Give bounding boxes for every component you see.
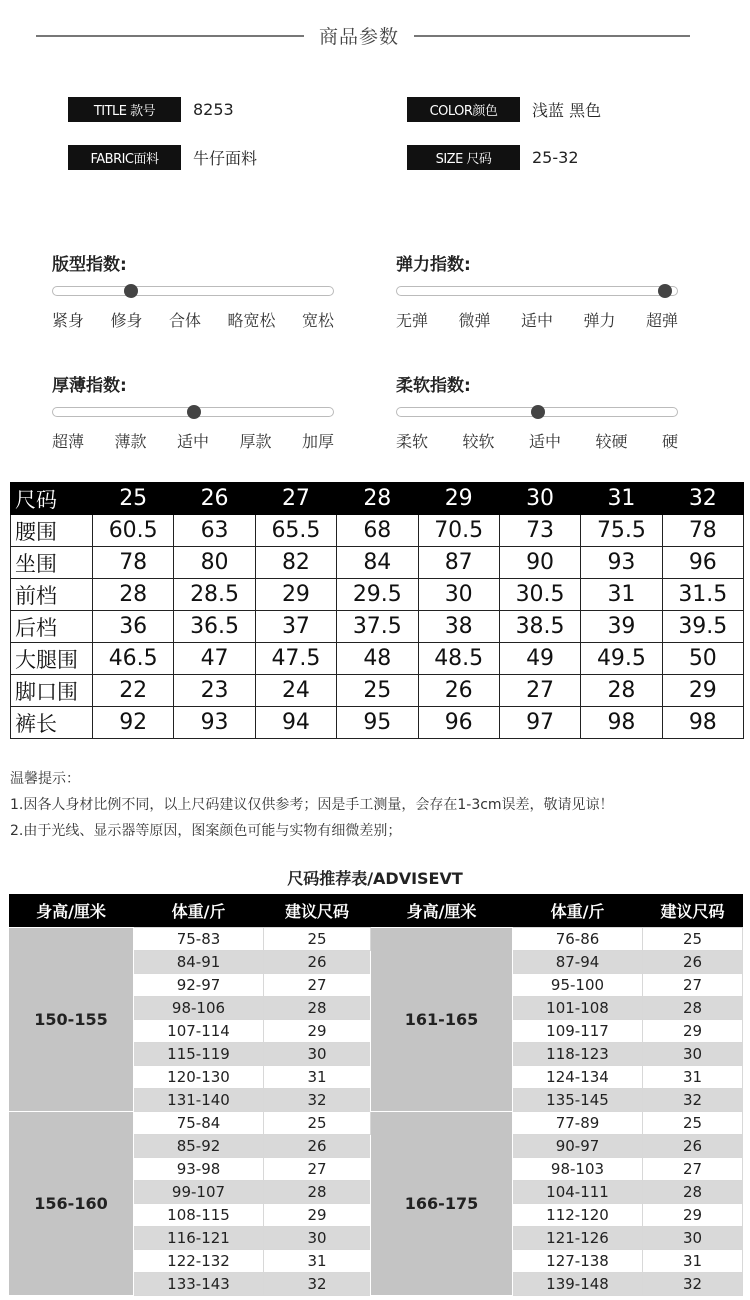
measurement-label: 脚口围: [11, 675, 93, 707]
section-title: 商品参数: [318, 26, 399, 48]
measurement-value: 63: [174, 515, 255, 547]
tips-line: 1.因各人身材比例不同，以上尺码建议仅供参考；因是手工测量，会存在1-3cm误差，敬请见谅！: [10, 797, 614, 813]
recommended-size: 28: [264, 996, 371, 1019]
measurement-value: 27: [499, 675, 580, 707]
tips-title: 温馨提示：: [10, 771, 80, 787]
param-title: [68, 96, 234, 122]
index-option: 适中: [520, 311, 553, 330]
size-recommend-table: [8, 894, 743, 1296]
measurement-value: 24: [255, 675, 336, 707]
index-option: 弹力: [583, 311, 616, 330]
index-option: 紧身: [52, 311, 85, 330]
recommended-size: 28: [264, 1180, 371, 1203]
measurement-value: 94: [255, 707, 336, 739]
weight-range: 75-84: [134, 1111, 264, 1134]
measurement-value: 73: [499, 515, 580, 547]
recommended-size: 27: [643, 973, 743, 996]
weight-range: 90-97: [513, 1134, 643, 1157]
recommend-header-cell: 体重/斤: [513, 894, 643, 927]
weight-range: 133-143: [134, 1272, 264, 1295]
measurement-label: 裤长: [11, 707, 93, 739]
recommended-size: 27: [643, 1157, 743, 1180]
param-color: [407, 96, 601, 122]
weight-range: 101-108: [513, 996, 643, 1019]
weight-range: 124-134: [513, 1065, 643, 1088]
measurement-value: 31: [581, 579, 662, 611]
weight-range: 98-106: [134, 996, 264, 1019]
weight-range: 108-115: [134, 1203, 264, 1226]
weight-range: 99-107: [134, 1180, 264, 1203]
index-slider: [52, 286, 334, 296]
index-options: [52, 429, 334, 452]
elasticity-index: [396, 250, 686, 331]
index-title: 版型指数:: [52, 255, 127, 275]
index-option: 超弹: [645, 311, 678, 330]
index-option: 较硬: [595, 432, 628, 451]
size-table-row: [11, 547, 744, 579]
recommended-size: 32: [643, 1088, 743, 1111]
recommend-row: [9, 1111, 743, 1134]
index-option: 超薄: [52, 432, 85, 451]
measurement-value: 96: [418, 707, 499, 739]
recommended-size: 30: [264, 1042, 371, 1065]
measurement-value: 29: [662, 675, 743, 707]
recommended-size: 30: [264, 1226, 371, 1249]
index-slider: [52, 407, 334, 417]
size-header-cell: 26: [174, 483, 255, 515]
weight-range: 107-114: [134, 1019, 264, 1042]
height-range: 156-160: [9, 1111, 134, 1295]
recommended-size: 27: [264, 1157, 371, 1180]
measurement-value: 28: [93, 579, 174, 611]
weight-range: 95-100: [513, 973, 643, 996]
weight-range: 139-148: [513, 1272, 643, 1295]
measurement-value: 29.5: [337, 579, 418, 611]
recommend-header-cell: 建议尺码: [643, 894, 743, 927]
measurement-value: 93: [174, 707, 255, 739]
index-title: 厚薄指数:: [52, 376, 127, 396]
recommended-size: 28: [643, 1180, 743, 1203]
param-fabric: [68, 144, 257, 170]
height-range: 150-155: [9, 927, 134, 1111]
measurement-value: 37: [255, 611, 336, 643]
index-option: 宽松: [301, 311, 334, 330]
index-marker: [187, 405, 201, 419]
size-header-cell: 30: [499, 483, 580, 515]
index-slider: [396, 407, 678, 417]
measurement-value: 26: [418, 675, 499, 707]
measurement-value: 92: [93, 707, 174, 739]
weight-range: 122-132: [134, 1249, 264, 1272]
size-header-cell: 27: [255, 483, 336, 515]
param-size: [407, 144, 579, 170]
recommended-size: 26: [264, 950, 371, 973]
weight-range: 109-117: [513, 1019, 643, 1042]
recommended-size: 29: [264, 1019, 371, 1042]
param-value: 25-32: [532, 147, 579, 167]
index-title: 柔软指数:: [396, 376, 471, 396]
section-header: [0, 22, 750, 52]
measurement-value: 39: [581, 611, 662, 643]
param-label: COLOR颜色: [407, 97, 520, 122]
size-header-cell: 32: [662, 483, 743, 515]
measurement-value: 28: [581, 675, 662, 707]
measurement-value: 48: [337, 643, 418, 675]
size-chart-table: [10, 482, 744, 739]
index-option: 硬: [661, 432, 678, 451]
measurement-value: 95: [337, 707, 418, 739]
index-option: 略宽松: [227, 311, 276, 330]
index-option: 较软: [462, 432, 495, 451]
recommend-header-cell: 建议尺码: [264, 894, 371, 927]
index-option: 无弹: [396, 311, 429, 330]
measurement-value: 78: [662, 515, 743, 547]
measurement-value: 96: [662, 547, 743, 579]
recommended-size: 32: [643, 1272, 743, 1295]
measurement-value: 68: [337, 515, 418, 547]
index-option: 微弹: [458, 311, 491, 330]
recommend-header-row: [9, 894, 743, 927]
measurement-value: 82: [255, 547, 336, 579]
measurement-label: 前档: [11, 579, 93, 611]
measurement-label: 腰围: [11, 515, 93, 547]
measurement-label: 大腿围: [11, 643, 93, 675]
index-title: 弹力指数:: [396, 255, 471, 275]
weight-range: 112-120: [513, 1203, 643, 1226]
weight-range: 120-130: [134, 1065, 264, 1088]
header-divider-right: [414, 35, 690, 37]
weight-range: 85-92: [134, 1134, 264, 1157]
recommended-size: 31: [643, 1065, 743, 1088]
size-table-row: [11, 675, 744, 707]
weight-range: 92-97: [134, 973, 264, 996]
index-option: 适中: [528, 432, 561, 451]
size-table-row: [11, 643, 744, 675]
measurement-value: 65.5: [255, 515, 336, 547]
measurement-value: 98: [662, 707, 743, 739]
measurement-value: 36.5: [174, 611, 255, 643]
measurement-value: 49: [499, 643, 580, 675]
recommended-size: 26: [643, 1134, 743, 1157]
weight-range: 75-83: [134, 927, 264, 950]
softness-index: [396, 371, 686, 452]
size-header-label: 尺码: [11, 483, 93, 515]
measurement-value: 50: [662, 643, 743, 675]
recommend-row: [9, 927, 743, 950]
measurement-value: 39.5: [662, 611, 743, 643]
recommended-size: 27: [264, 973, 371, 996]
recommended-size: 31: [264, 1249, 371, 1272]
weight-range: 131-140: [134, 1088, 264, 1111]
recommended-size: 26: [643, 950, 743, 973]
index-marker: [531, 405, 545, 419]
recommended-size: 32: [264, 1272, 371, 1295]
recommended-size: 30: [643, 1226, 743, 1249]
weight-range: 118-123: [513, 1042, 643, 1065]
fit-index: [52, 250, 342, 331]
index-option: 柔软: [396, 432, 429, 451]
recommend-header-cell: 体重/斤: [134, 894, 264, 927]
param-label: FABRIC面料: [68, 145, 181, 170]
index-option: 适中: [176, 432, 209, 451]
size-header-cell: 29: [418, 483, 499, 515]
measurement-label: 后档: [11, 611, 93, 643]
recommended-size: 25: [264, 927, 371, 950]
height-range: 161-165: [371, 927, 513, 1111]
recommended-size: 25: [643, 1111, 743, 1134]
measurement-value: 48.5: [418, 643, 499, 675]
tips-line: 2.由于光线、显示器等原因，图案颜色可能与实物有细微差别；: [10, 823, 402, 839]
recommended-size: 25: [264, 1111, 371, 1134]
tips-section: [10, 766, 614, 844]
measurement-value: 29: [255, 579, 336, 611]
size-table-row: [11, 611, 744, 643]
recommended-size: 29: [643, 1203, 743, 1226]
weight-range: 116-121: [134, 1226, 264, 1249]
recommended-size: 28: [643, 996, 743, 1019]
weight-range: 115-119: [134, 1042, 264, 1065]
index-slider: [396, 286, 678, 296]
index-options: [396, 308, 678, 331]
recommended-size: 32: [264, 1088, 371, 1111]
measurement-value: 38: [418, 611, 499, 643]
weight-range: 135-145: [513, 1088, 643, 1111]
recommend-header-cell: 身高/厘米: [371, 894, 513, 927]
param-value: 8253: [193, 99, 234, 119]
size-header-cell: 31: [581, 483, 662, 515]
measurement-value: 49.5: [581, 643, 662, 675]
size-header-cell: 25: [93, 483, 174, 515]
measurement-value: 93: [581, 547, 662, 579]
recommended-size: 31: [643, 1249, 743, 1272]
index-option: 加厚: [301, 432, 334, 451]
param-value: 浅蓝 黑色: [532, 100, 602, 120]
recommended-size: 31: [264, 1065, 371, 1088]
recommend-header-cell: 身高/厘米: [9, 894, 134, 927]
measurement-value: 46.5: [93, 643, 174, 675]
index-options: [396, 429, 678, 452]
measurement-value: 78: [93, 547, 174, 579]
index-options: [52, 308, 334, 331]
weight-range: 121-126: [513, 1226, 643, 1249]
measurement-label: 坐围: [11, 547, 93, 579]
weight-range: 77-89: [513, 1111, 643, 1134]
measurement-value: 87: [418, 547, 499, 579]
size-header-cell: 28: [337, 483, 418, 515]
size-table-row: [11, 707, 744, 739]
weight-range: 93-98: [134, 1157, 264, 1180]
height-range: 166-175: [371, 1111, 513, 1295]
size-table-header-row: [11, 483, 744, 515]
weight-range: 127-138: [513, 1249, 643, 1272]
weight-range: 84-91: [134, 950, 264, 973]
measurement-value: 84: [337, 547, 418, 579]
measurement-value: 47.5: [255, 643, 336, 675]
index-option: 合体: [168, 311, 201, 330]
measurement-value: 97: [499, 707, 580, 739]
recommended-size: 30: [643, 1042, 743, 1065]
measurement-value: 60.5: [93, 515, 174, 547]
recommended-size: 29: [643, 1019, 743, 1042]
weight-range: 76-86: [513, 927, 643, 950]
measurement-value: 36: [93, 611, 174, 643]
index-marker: [658, 284, 672, 298]
weight-range: 98-103: [513, 1157, 643, 1180]
index-option: 薄款: [114, 432, 147, 451]
measurement-value: 25: [337, 675, 418, 707]
size-table-row: [11, 515, 744, 547]
measurement-value: 80: [174, 547, 255, 579]
measurement-value: 37.5: [337, 611, 418, 643]
header-divider-left: [36, 35, 304, 37]
measurement-value: 30.5: [499, 579, 580, 611]
measurement-value: 22: [93, 675, 174, 707]
measurement-value: 90: [499, 547, 580, 579]
measurement-value: 38.5: [499, 611, 580, 643]
param-label: SIZE 尺码: [407, 145, 520, 170]
size-table-row: [11, 579, 744, 611]
index-option: 修身: [110, 311, 143, 330]
param-label: TITLE 款号: [68, 97, 181, 122]
recommended-size: 25: [643, 927, 743, 950]
weight-range: 104-111: [513, 1180, 643, 1203]
measurement-value: 70.5: [418, 515, 499, 547]
measurement-value: 30: [418, 579, 499, 611]
thickness-index: [52, 371, 342, 452]
measurement-value: 31.5: [662, 579, 743, 611]
index-marker: [124, 284, 138, 298]
measurement-value: 98: [581, 707, 662, 739]
recommended-size: 29: [264, 1203, 371, 1226]
measurement-value: 75.5: [581, 515, 662, 547]
param-value: 牛仔面料: [193, 148, 258, 168]
index-option: 厚款: [239, 432, 272, 451]
recommend-title: 尺码推荐表/ADVISEVT: [287, 869, 463, 888]
recommended-size: 26: [264, 1134, 371, 1157]
weight-range: 87-94: [513, 950, 643, 973]
measurement-value: 47: [174, 643, 255, 675]
measurement-value: 23: [174, 675, 255, 707]
measurement-value: 28.5: [174, 579, 255, 611]
